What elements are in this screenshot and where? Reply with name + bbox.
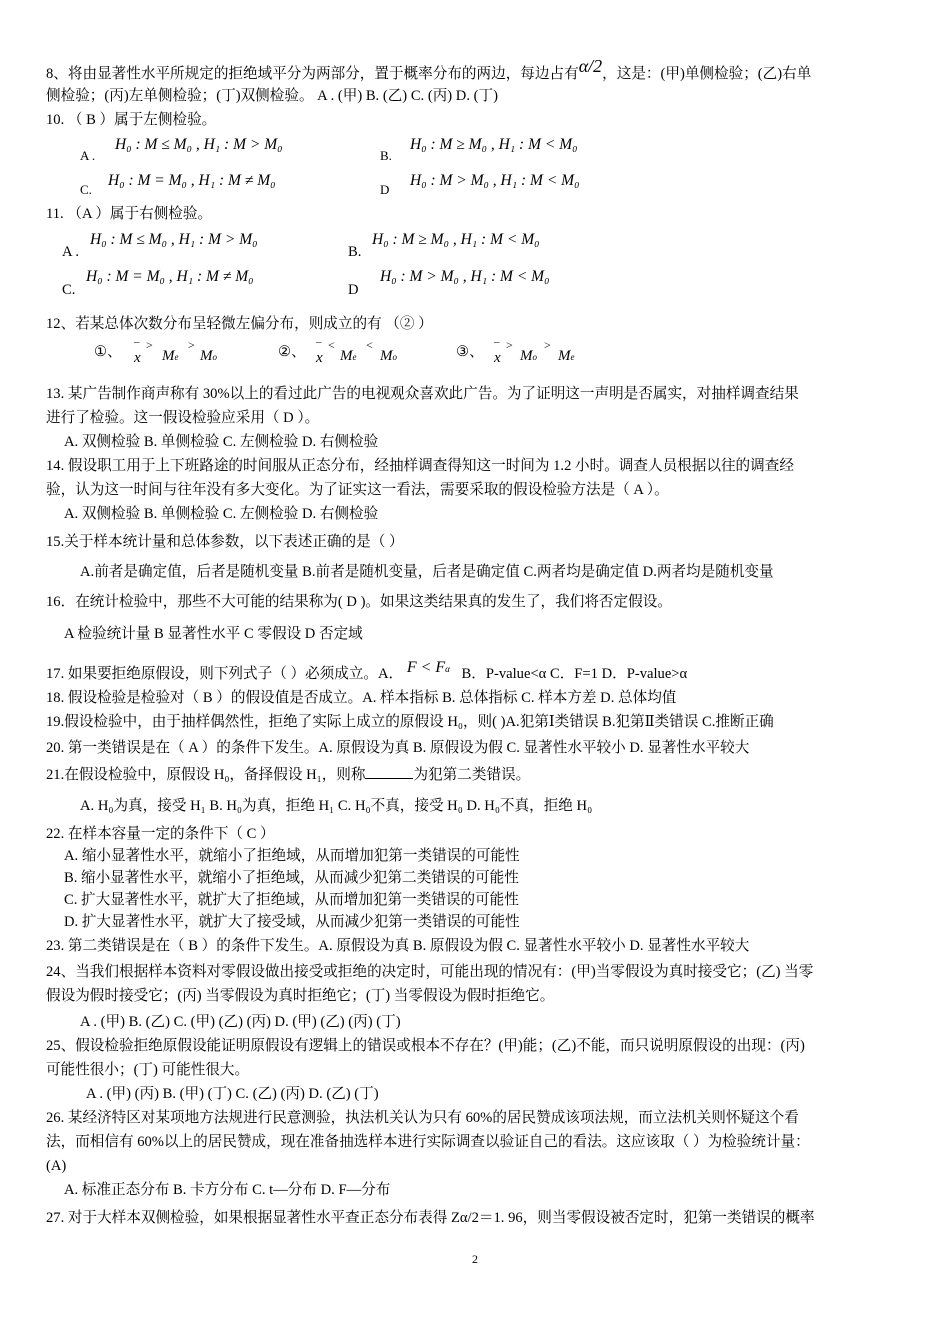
q10-opt-a-label: A .	[80, 148, 96, 163]
q11-opt-a-expr: H₀ : M ≤ M₀ , H₁ : M > M₀	[90, 231, 258, 248]
gt-symbol: >	[146, 338, 153, 352]
q21-options: A. H₀为真，接受 H₁ B. H₀为真，拒绝 H₁ C. H₀不真，接受 H₀ D. H₀不真，拒绝 H₀	[80, 798, 593, 814]
q12-opt2-label: ②、	[278, 344, 306, 360]
q26-line1: 26. 某经济特区对某项地方法规进行民意测验，执法机关认为只有 60%的居民赞成该项法规，而立法机关则怀疑这个看	[46, 1110, 799, 1126]
x-bar: –	[494, 336, 500, 348]
me-letter: M	[340, 348, 353, 364]
x-symbol: x	[316, 350, 323, 366]
q8-text-a: 8、将由显著性水平所规定的拒绝域平分为两部分，置于概率分布的两边，每边占有	[46, 66, 579, 82]
answer-blank	[365, 764, 413, 779]
q17-expr-sub: α	[445, 664, 450, 674]
q14-options: A. 双侧检验 B. 单侧检验 C. 左侧检验 D. 右侧检验	[64, 506, 379, 522]
q17-line	[46, 659, 914, 685]
q22-opt-b: B. 缩小显著性水平，就缩小了拒绝域，从而减少犯第二类错误的可能性	[64, 870, 519, 886]
q22-stem: 22. 在样本容量一定的条件下（ C ）	[46, 826, 275, 842]
me-symbol	[162, 348, 179, 365]
q21-stem	[46, 764, 914, 785]
q17-expr-text: F < F	[406, 659, 446, 676]
q17-expr	[407, 659, 450, 676]
q8-text-b: ，这是：(甲)单侧检验；(乙)右单	[602, 66, 812, 82]
q26-options: A. 标准正态分布 B. 卡方分布 C. t—分布 D. F—分布	[64, 1182, 391, 1198]
q25-line1: 25、假设检验拒绝原假设能证明原假设有逻辑上的错误或根本不存在？(甲)能；(乙)不能，而只说明原假设的出现：(丙)	[46, 1038, 805, 1054]
gt-symbol: >	[188, 338, 195, 352]
q10-opt-d-expr: H₀ : M > M₀ , H₁ : M < M₀	[410, 172, 580, 189]
q23-line: 23. 第二类错误是在（ B ）的条件下发生。A. 原假设为真 B. 原假设为假 C. 显著性水平较小 D. 显著性水平较大	[46, 938, 750, 954]
q25-line2: 可能性很小；(丁) 可能性很大。	[46, 1062, 250, 1078]
q17-stem: 17. 如果要拒绝原假设，则下列式子（ ）必须成立。A．	[46, 666, 404, 682]
q14-line2: 验，认为这一时间与往年没有多大变化。为了证实这一看法，需要采取的假设检验方法是（ A ）。	[46, 482, 669, 498]
mo-letter: M	[380, 348, 393, 364]
q15-options: A.前者是确定值，后者是随机变量 B.前者是随机变量，后者是确定值 C.两者均是确定值 D.两者均是随机变量	[80, 564, 774, 580]
q21-stem-b: 为犯第二类错误。	[413, 767, 531, 783]
q24-line1: 24、当我们根据样本资料对零假设做出接受或拒绝的决定时，可能出现的情况有：(甲)当零假设为真时接受它；(乙) 当零	[46, 964, 814, 980]
q10-opt-b-label: B.	[380, 148, 392, 163]
q22-opt-d: D. 扩大显著性水平，就扩大了接受域，从而减少犯第一类错误的可能性	[64, 914, 520, 930]
mo-letter: M	[520, 348, 533, 364]
q26-line2: 法，而相信有 60%以上的居民赞成，现在准备抽选样本进行实际调查以验证自己的看法。这应该取（ ）为检验统计量：	[46, 1134, 810, 1150]
x-bar: –	[134, 336, 140, 348]
q12-stem: 12、若某总体次数分布呈轻微左偏分布，则成立的有 （② ）	[46, 316, 433, 332]
mo-symbol	[200, 348, 217, 365]
alpha-half-symbol: α/2	[578, 56, 603, 76]
q13-options: A. 双侧检验 B. 单侧检验 C. 左侧检验 D. 右侧检验	[64, 434, 379, 450]
q13-line1: 13. 某广告制作商声称有 30%以上的看过此广告的电视观众喜欢此广告。为了证明这一声明是否属实，对抽样调查结果	[46, 386, 799, 402]
gt-symbol: >	[544, 338, 551, 352]
me-sub: e	[352, 352, 357, 362]
me-letter: M	[162, 348, 175, 364]
me-letter: M	[558, 348, 571, 364]
q24-line2: 假设为假时接受它；(丙) 当零假设为真时拒绝它；(丁) 当零假设为假时拒绝它。	[46, 988, 555, 1004]
q8-line2: 侧检验；(丙)左单侧检验；(丁)双侧检验。 A . (甲) B. (乙) C. (丙) D. (丁)	[46, 88, 498, 104]
q11-opt-a-label: A .	[62, 244, 80, 260]
q10-stem: 10. （ B ）属于左侧检验。	[46, 112, 217, 128]
q14-line1: 14. 假设职工用于上下班路途的时间服从正态分布，经抽样调查得知这一时间为 1.2 小时。调查人员根据以往的调查经	[46, 458, 794, 474]
me-sub: e	[174, 352, 179, 362]
q25-options: A . (甲) (丙) B. (甲) (丁) C. (乙) (丙) D. (乙) (丁)	[86, 1086, 379, 1102]
mo-sub: o	[212, 352, 217, 362]
q15-stem: 15.关于样本统计量和总体参数，以下表述正确的是（ ）	[46, 534, 404, 550]
q12-opt1-label: ①、	[94, 344, 122, 360]
q11-opt-c-label: C.	[62, 282, 76, 298]
q20-line: 20. 第一类错误是在（ A ）的条件下发生。A. 原假设为真 B. 原假设为假 C. 显著性水平较小 D. 显著性水平较大	[46, 740, 750, 756]
mo-symbol	[380, 348, 397, 365]
me-symbol	[340, 348, 357, 365]
x-bar: –	[316, 336, 322, 348]
mo-symbol	[520, 348, 537, 365]
q11-opt-c-expr: H₀ : M = M₀ , H₁ : M ≠ M₀	[86, 268, 254, 285]
me-symbol	[558, 348, 575, 365]
lt-symbol: <	[366, 338, 373, 352]
q26-line3: (A)	[46, 1158, 67, 1174]
q11-opt-b-expr: H₀ : M ≥ M₀ , H₁ : M < M₀	[372, 231, 540, 248]
q17-rest: B．P-value<α C．F=1 D．P-value>α	[461, 666, 688, 682]
page-number: 2	[472, 1252, 478, 1266]
q10-opt-a-expr: H₀ : M ≤ M₀ , H₁ : M > M₀	[115, 136, 283, 153]
q22-opt-a: A. 缩小显著性水平，就缩小了拒绝域，从而增加犯第一类错误的可能性	[64, 848, 520, 864]
q21-stem-a: 21.在假设检验中，原假设 H₀，备择假设 H₁，则称	[46, 767, 366, 783]
q13-line2: 进行了检验。这一假设检验应采用（ D ）。	[46, 410, 320, 426]
x-symbol: x	[494, 350, 501, 366]
q12-opt3-label: ③、	[456, 344, 484, 360]
q22-opt-c: C. 扩大显著性水平，就扩大了拒绝域，从而增加犯第一类错误的可能性	[64, 892, 519, 908]
q11-opt-d-label: D	[348, 282, 359, 298]
me-sub: e	[570, 352, 575, 362]
q19-line: 19.假设检验中，由于抽样偶然性，拒绝了实际上成立的原假设 H₀，则( )A.犯第Ⅰ类错误 B.犯第Ⅱ类错误 C.推断正确	[46, 714, 774, 730]
q11-opt-b-label: B.	[348, 244, 362, 260]
mo-letter: M	[200, 348, 213, 364]
q10-opt-c-label: C.	[80, 182, 92, 197]
q8-line1	[46, 56, 914, 84]
q16-stem: 16．在统计检验中，那些不大可能的结果称为( D )。如果这类结果真的发生了，我们将否定假设。	[46, 594, 672, 610]
q11-stem: 11. （A ）属于右侧检验。	[46, 206, 213, 222]
x-symbol: x	[134, 350, 141, 366]
q11-opt-d-expr: H₀ : M > M₀ , H₁ : M < M₀	[380, 268, 550, 285]
gt-symbol: >	[506, 338, 513, 352]
q10-opt-d-label: D	[380, 182, 390, 197]
q24-options: A . (甲) B. (乙) C. (甲) (乙) (丙) D. (甲) (乙) (丙) (丁)	[80, 1014, 401, 1030]
q10-opt-b-expr: H₀ : M ≥ M₀ , H₁ : M < M₀	[410, 136, 578, 153]
q16-options: A 检验统计量 B 显著性水平 C 零假设 D 否定域	[64, 626, 363, 642]
mo-sub: o	[532, 352, 537, 362]
mo-sub: o	[392, 352, 397, 362]
lt-symbol: <	[328, 338, 335, 352]
q18-line: 18. 假设检验是检验对（ B ）的假设值是否成立。A. 样本指标 B. 总体指标 C. 样本方差 D. 总体均值	[46, 690, 677, 706]
q27-line: 27. 对于大样本双侧检验，如果根据显著性水平查正态分布表得 Zα/2＝1. 96，则当零假设被否定时，犯第一类错误的概率	[46, 1210, 815, 1226]
q10-opt-c-expr: H₀ : M = M₀ , H₁ : M ≠ M₀	[108, 172, 276, 189]
